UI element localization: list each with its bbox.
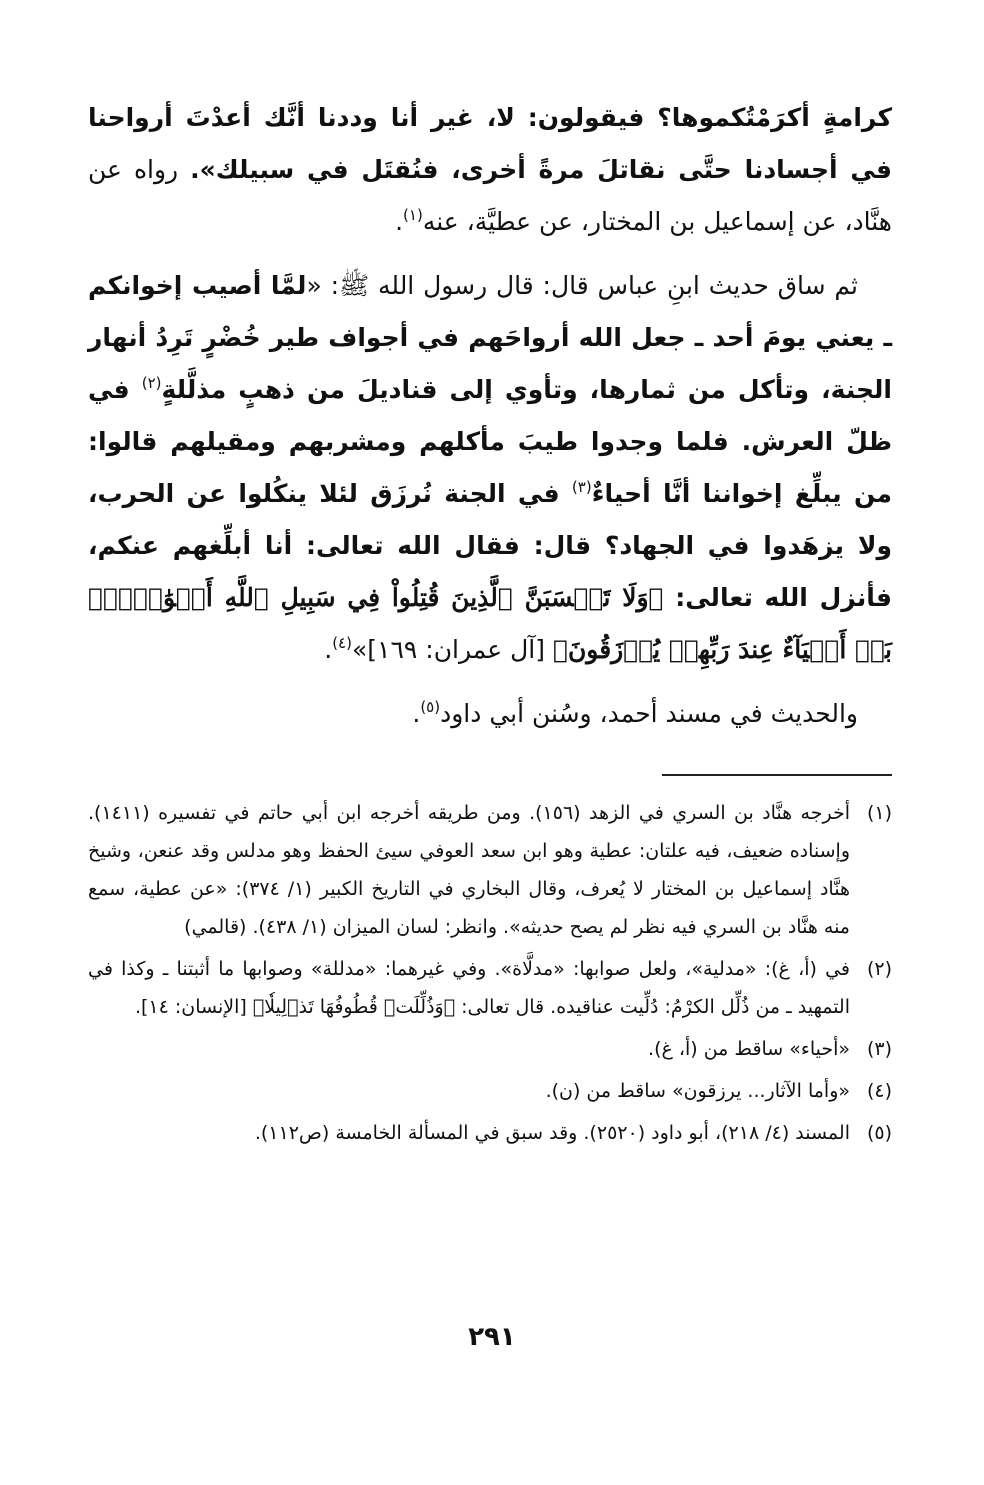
main-text xyxy=(88,92,892,740)
punctuation: . xyxy=(324,635,333,664)
footnotes xyxy=(88,794,892,1156)
page-content xyxy=(88,92,893,1144)
hadith-text: لمَّا أصيب إخوانكم ـ يعني يومَ أحد ـ جعل الله أرواحَهم في أجواف طير خُضْرٍ تَرِدُ أنهار الجنة، وتأكل من ثمارها، وتأوي إلى قناديلَ من ذهبٍ مذلَّلةٍ xyxy=(88,271,892,404)
footnote-3 xyxy=(88,1030,892,1068)
footnote-text: أخرجه هنَّاد بن السري في الزهد (١٥٦). ومن طريقه أخرجه ابن أبي حاتم في تفسيره (١٤١١). وإسناده ضعيف، فيه علتان: عطية وهو ابن سعد العوفي سيئ الحفظ وهو مدلس وقد عنعن، وشيخ هنَّاد إسماعيل بن المختار لا يُعرف، وقال البخاري في التاريخ الكبير (١/ ٣٧٤): «عن عطية، سمع منه هنَّاد بن السري فيه نظر لم يصح حديثه». وانظر: لسان الميزان (١/ ٤٣٨). (قالمي) xyxy=(88,802,850,938)
footnote-ref-2: (٢) xyxy=(141,374,162,392)
paragraph-1 xyxy=(88,92,892,248)
footnote-text: المسند (٤/ ٢١٨)، أبو داود (٢٥٢٠). وقد سبق في المسألة الخامسة (ص١١٢). xyxy=(254,1122,850,1144)
footnote-number: (٥) xyxy=(866,1122,892,1144)
paragraph-text: والحديث في مسند أحمد، وسُنن أبي داود xyxy=(440,699,858,728)
hadith-text: كرامةٍ أكرَمْتُكموها؟ فيقولون: لا، غير أنا وددنا أنَّك أعدْتَ أرواحنا في أجسادنا حتَّى نقاتلَ مرةً أخرى، فنُقتَل في سبيلك». xyxy=(88,103,892,184)
footnote-5 xyxy=(88,1114,892,1152)
footnote-2 xyxy=(88,950,892,1026)
hadith-text: في ظلّ العرش. فلما وجدوا طيبَ مأكلهم ومشربهم ومقيلهم قالوا: من يبلِّغ إخواننا أنَّا أحياءٌ xyxy=(88,375,893,508)
paragraph-text: ثم ساق حديث ابنِ عباس قال: قال رسول الله ﷺ: « xyxy=(306,271,858,300)
footnote-1 xyxy=(88,794,892,946)
footnote-number: (٣) xyxy=(866,1038,892,1060)
footnote-ref-5: (٥) xyxy=(420,698,441,716)
footnote-ref-4: (٤) xyxy=(332,634,352,652)
punctuation: . xyxy=(395,207,404,236)
footnote-divider xyxy=(662,774,892,776)
footnote-ref-1: (١) xyxy=(403,206,423,224)
footnote-number: (٢) xyxy=(866,958,892,980)
paragraph-3 xyxy=(88,688,892,740)
quran-verse: ﴿وَلَا تَحۡسَبَنَّ ٱلَّذِينَ قُتِلُواْ فِي سَبِيلِ ٱللَّهِ أَمۡوَٰتَۢاۚ بَلۡ أَحۡيَآءٌ عِندَ رَبِّهِمۡ يُرۡزَقُونَ﴾ xyxy=(88,583,892,664)
footnote-ref-3: (٣) xyxy=(571,478,592,496)
verse-reference: [آل عمران: ١٦٩]» xyxy=(351,635,553,664)
page-number: ٢٩١ xyxy=(468,1322,516,1352)
footnote-4 xyxy=(88,1072,892,1110)
hadith-text: في الجنة نُرزَق لئلا ينكُلوا عن الحرب، ولا يزهَدوا في الجهاد؟ قال: فقال الله تعالى: أنا أبلِّغهم عنكم، فأنزل الله تعالى: xyxy=(88,479,892,612)
footnote-text: «أحياء» ساقط من (أ، غ). xyxy=(648,1038,850,1060)
footnote-number: (٤) xyxy=(866,1080,892,1102)
paragraph-text: رواه عن هنَّاد، عن إسماعيل بن المختار، عن عطيَّة، عنه xyxy=(88,155,892,236)
footnote-text: في (أ، غ): «مدلية»، ولعل صوابها: «مدلَّاة». وفي غيرهما: «مدللة» وصوابها ما أثبتنا ـ وكذا في التمهيد ـ من ذُلِّل الكرْمُ: دُلِّيت عناقيده. قال تعالى: ﴿وَذُلِّلَتۡ قُطُوفُهَا تَذۡلِيلٗا﴾ [الإنسان: ١٤]. xyxy=(88,958,850,1018)
footnote-number: (١) xyxy=(866,802,892,824)
footnote-text: «وأما الآثار... يرزقون» ساقط من (ن). xyxy=(545,1080,850,1102)
paragraph-2 xyxy=(88,260,892,676)
punctuation: . xyxy=(412,699,421,728)
